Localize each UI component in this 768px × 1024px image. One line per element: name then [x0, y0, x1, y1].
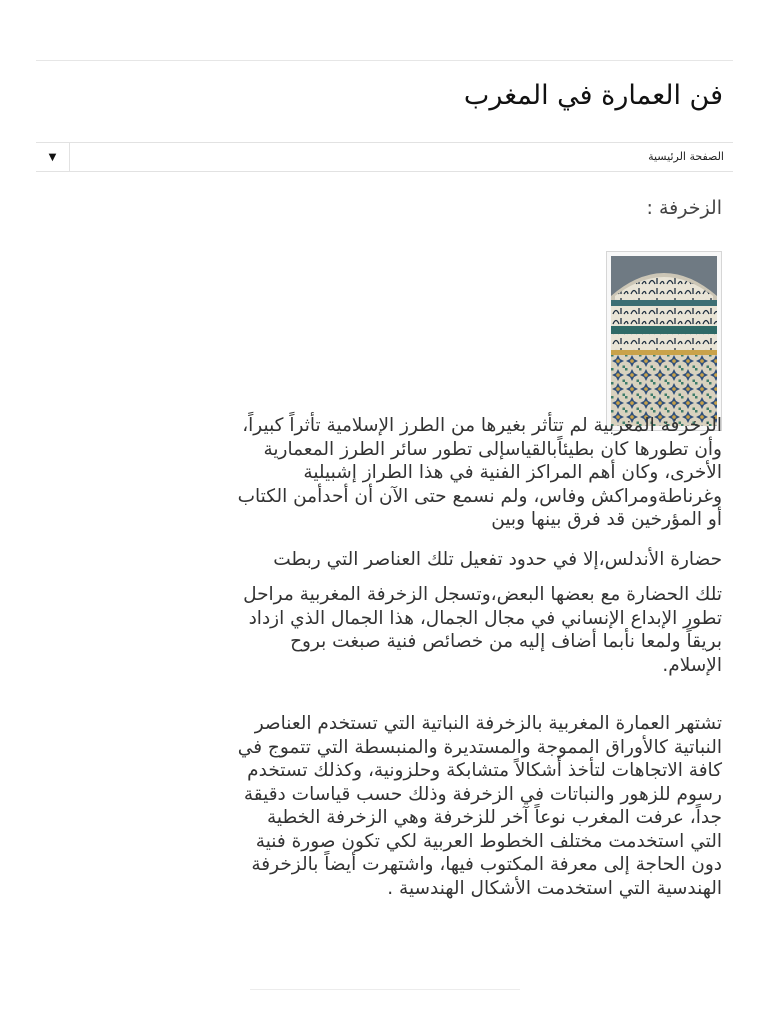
navigation-select-value: الصفحة الرئيسية — [648, 150, 724, 163]
zellige-tile-illustration — [611, 256, 717, 426]
section-heading: الزخرفة : — [646, 197, 722, 219]
paragraph: تشتهر العمارة المغربية بالزخرفة النباتية التي تستخدم العناصر النباتية كالأوراق المموجة والمستديرة والمنبسطة التي تتموج في كافة الاتجاهات لتأخذ أشكالاً متشابكة وحلزونية، وكذلك تستخدم رسوم للزهور والنباتات في الزخرفة وذلك حسب قياسات دقيقة جداً، عرفت المغرب نوعاً آخر للزخرفة وهي الزخرفة الخطية التي استخدمت مختلف الخطوط العربية لكي تكون صورة فنية دون الحاجة إلى معرفة المكتوب فيها، واشتهرت أيضاً بالزخرفة الهندسية التي استخدمت الأشكال الهندسية . — [237, 713, 722, 899]
paragraph: الزخرفة المغربية لم تتأثر بغيرها من الطرز الإسلامية تأثراً كبيراً، وأن تطورها كان بطيئاًبالقياسإلى تطور سائر الطرز المعمارية الأخرى، وكان أهم المراكز الفنية في هذا الطراز إشبيلية وغرناطةومراكش وفاس، ولم نسمع حتى الآن أن أحدأمن الكتاب أو المؤرخين قد فرق بينها وبين — [237, 415, 722, 530]
footer-divider — [250, 989, 520, 990]
header-divider — [36, 60, 733, 61]
zellige-tile-image — [606, 251, 722, 431]
page-title: فن العمارة في المغرب — [463, 80, 723, 111]
dropdown-arrow-icon[interactable]: ▼ — [36, 143, 70, 171]
paragraph: حضارة الأندلس،إلا في حدود تفعيل تلك العناصر التي ربطت — [273, 549, 722, 570]
paragraph: تلك الحضارة مع بعضها البعض،وتسجل الزخرفة المغربية مراحل تطور الإبداع الإنساني في مجال الجمال، هذا الجمال الذي ازداد بريقاً ولمعا نأبما أضاف إليه من خصائص فنية صبغت بروح الإسلام. — [243, 584, 722, 676]
navigation-select[interactable] — [36, 142, 733, 172]
